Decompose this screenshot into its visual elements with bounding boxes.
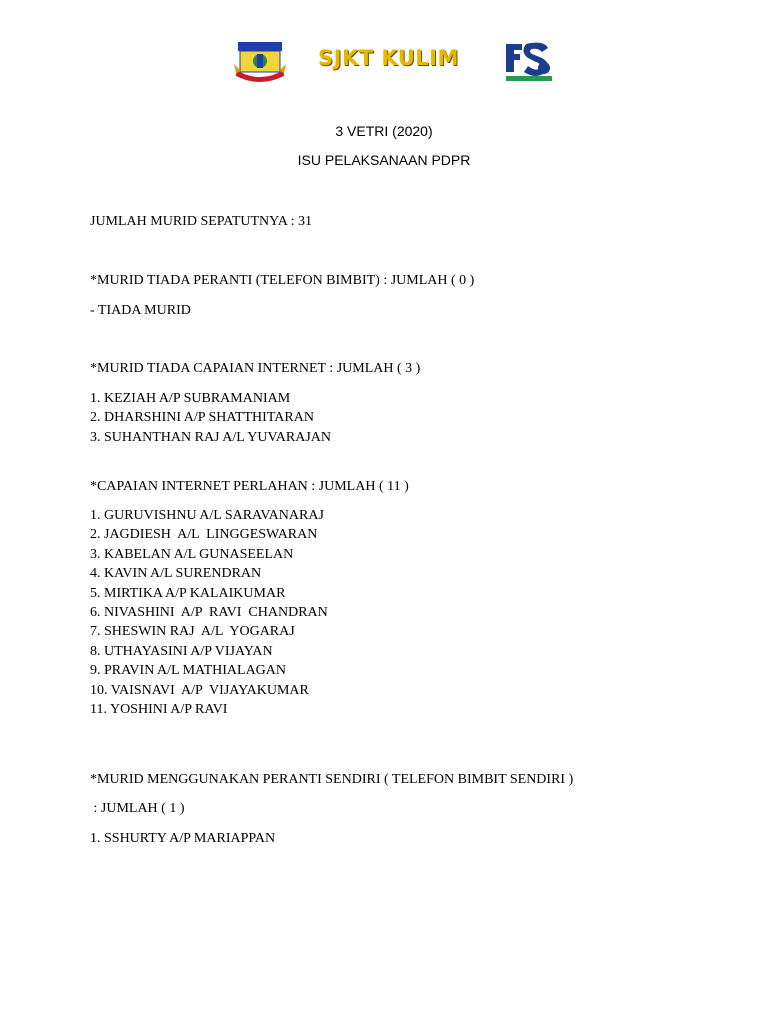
list-item: 2. JAGDIESH A/L LINGGESWARAN: [90, 527, 318, 543]
own-device-count: : JUMLAH ( 1 ): [90, 801, 185, 816]
list-item: 4. KAVIN A/L SURENDRAN: [90, 566, 262, 582]
list-item: 9. PRAVIN A/L MATHIALAGAN: [90, 663, 287, 679]
no-internet-heading: *MURID TIADA CAPAIAN INTERNET : JUMLAH ( 3 ): [90, 361, 421, 376]
list-item: 10. VAISNAVI A/P VIJAYAKUMAR: [90, 682, 309, 698]
own-device-list: [90, 831, 275, 850]
slow-internet-heading: *CAPAIAN INTERNET PERLAHAN : JUMLAH ( 11 ): [90, 479, 409, 494]
school-crest-icon: [232, 40, 288, 86]
list-item: 7. SHESWIN RAJ A/L YOGARAJ: [90, 624, 295, 640]
document-title: ISU PELAKSANAAN PDPR: [297, 152, 471, 168]
list-item: 6. NIVASHINI A/P RAVI CHANDRAN: [90, 604, 328, 620]
list-item: 1. SSHURTY A/P MARIAPPAN: [90, 831, 276, 846]
slow-internet-list: [90, 508, 328, 721]
no-device-heading: *MURID TIADA PERANTI (TELEFON BIMBIT) : JUMLAH ( 0 ): [90, 273, 475, 288]
list-item: 8. UTHAYASINI A/P VIJAYAN: [90, 643, 273, 659]
own-device-heading: *MURID MENGGUNAKAN PERANTI SENDIRI ( TELEFON BIMBIT SENDIRI ): [90, 772, 574, 787]
list-item: 3. KABELAN A/L GUNASEELAN: [90, 546, 294, 562]
list-item: 3. SUHANTHAN RAJ A/L YUVARAJAN: [90, 429, 332, 445]
list-item: 11. YOSHINI A/P RAVI: [90, 701, 228, 717]
no-device-note: - TIADA MURID: [90, 303, 191, 318]
list-item: 2. DHARSHINI A/P SHATTHITARAN: [90, 410, 314, 426]
list-item: 5. MIRTIKA A/P KALAIKUMAR: [90, 585, 286, 601]
school-name: SJKT KULIM: [318, 46, 459, 70]
total-students: JUMLAH MURID SEPATUTNYA : 31: [90, 214, 312, 229]
no-internet-list: [90, 391, 331, 449]
class-year-title: 3 VETRI (2020): [335, 123, 433, 139]
anniversary-25-logo-icon: [502, 38, 556, 84]
list-item: 1. KEZIAH A/P SUBRAMANIAM: [90, 391, 291, 406]
list-item: 1. GURUVISHNU A/L SARAVANARAJ: [90, 508, 324, 523]
